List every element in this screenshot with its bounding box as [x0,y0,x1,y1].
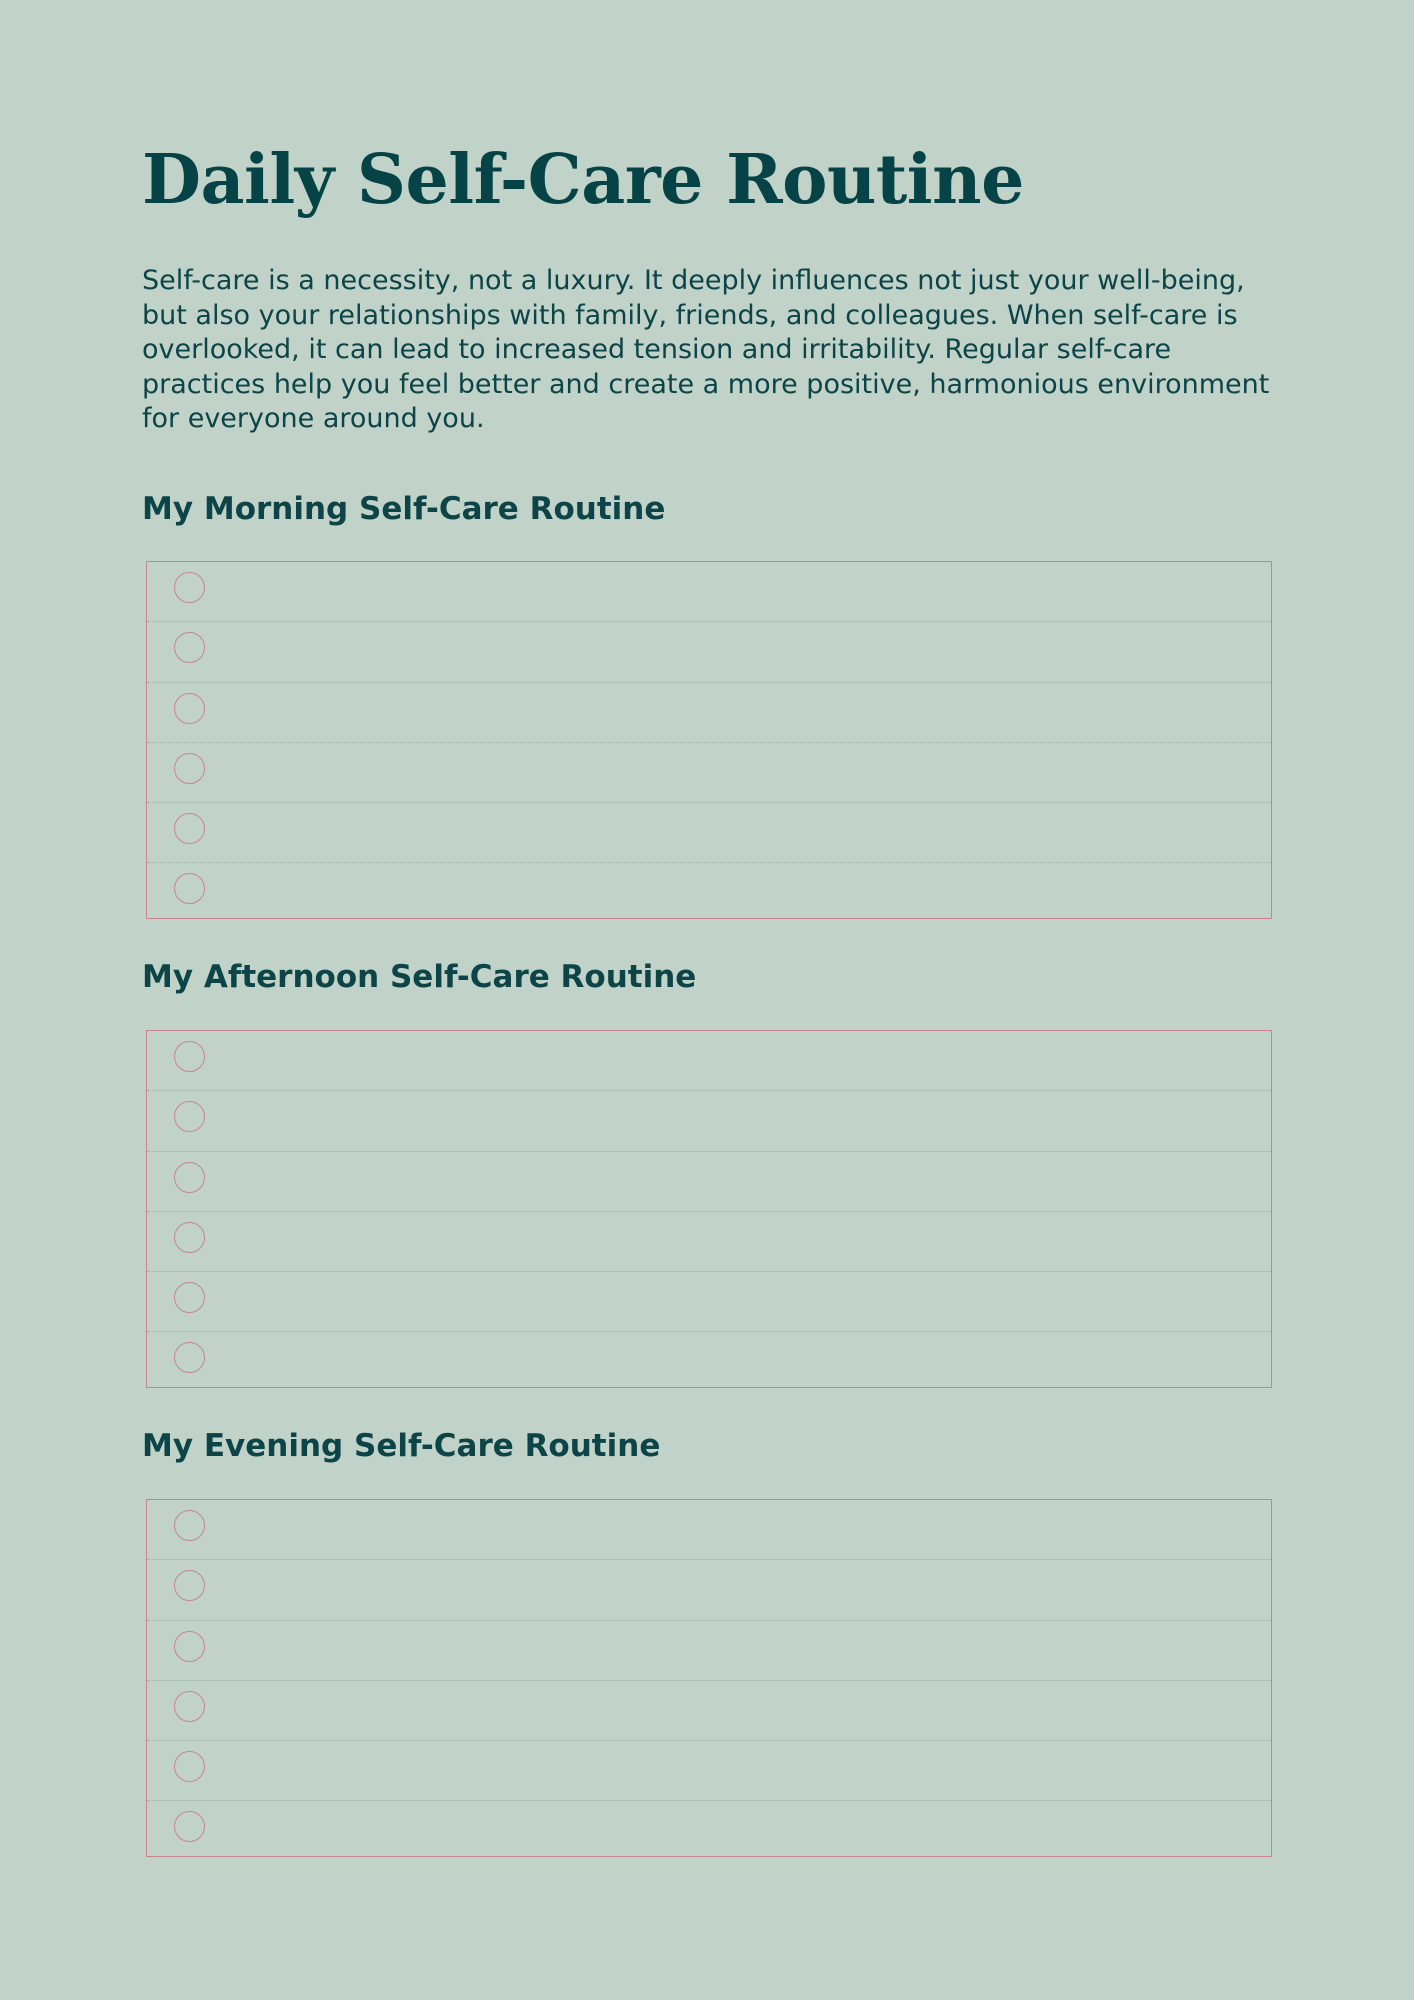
checklist-entry-field[interactable] [227,1097,1261,1144]
checklist-row [147,1212,1271,1272]
checklist-entry-field[interactable] [227,869,1261,917]
checklist-entry-field[interactable] [227,1566,1261,1613]
checklist-row [147,1801,1271,1861]
checklist-entry-field[interactable] [227,1218,1261,1265]
circle-checkbox-icon[interactable] [174,1162,205,1193]
circle-checkbox-icon[interactable] [174,572,205,603]
checklist-entry-field[interactable] [227,809,1261,856]
checklist-entry-field[interactable] [227,1158,1261,1205]
checklist-entry-field[interactable] [227,689,1261,736]
checklist-entry-field[interactable] [227,1278,1261,1325]
circle-checkbox-icon[interactable] [174,1510,205,1541]
circle-checkbox-icon[interactable] [174,1691,205,1722]
morning-checklist [146,561,1272,919]
circle-checkbox-icon[interactable] [174,1342,205,1373]
circle-checkbox-icon[interactable] [174,1570,205,1601]
evening-heading: My Evening Self-Care Routine [142,1428,661,1464]
morning-heading: My Morning Self-Care Routine [142,491,666,527]
afternoon-heading: My Afternoon Self-Care Routine [142,959,697,995]
circle-checkbox-icon[interactable] [174,1631,205,1662]
checklist-row [147,803,1271,863]
checklist-row [147,1152,1271,1212]
checklist-row [147,1560,1271,1620]
checklist-row [147,1272,1271,1332]
checklist-entry-field[interactable] [227,1506,1261,1553]
circle-checkbox-icon[interactable] [174,873,205,904]
circle-checkbox-icon[interactable] [174,693,205,724]
checklist-entry-field[interactable] [227,1807,1261,1855]
circle-checkbox-icon[interactable] [174,813,205,844]
checklist-row [147,683,1271,743]
circle-checkbox-icon[interactable] [174,1041,205,1072]
checklist-entry-field[interactable] [227,1747,1261,1794]
checklist-entry-field[interactable] [227,568,1261,615]
circle-checkbox-icon[interactable] [174,1101,205,1132]
checklist-row [147,1091,1271,1151]
checklist-row [147,1621,1271,1681]
checklist-entry-field[interactable] [227,1037,1261,1084]
circle-checkbox-icon[interactable] [174,1751,205,1782]
checklist-entry-field[interactable] [227,1338,1261,1386]
circle-checkbox-icon[interactable] [174,753,205,784]
checklist-row [147,562,1271,622]
checklist-entry-field[interactable] [227,628,1261,675]
circle-checkbox-icon[interactable] [174,632,205,663]
afternoon-checklist [146,1030,1272,1388]
checklist-row [147,1681,1271,1741]
checklist-row [147,1500,1271,1560]
intro-paragraph: Self-care is a necessity, not a luxury. It deeply influences not just your well-being, but also your relationships with family, friends, and colleagues. When self-care is overlooked, it can lead to increased tension and irritability. Regular self-care practices help you feel better and create a more positive, harmonious environment for everyone around you. [142,265,1270,434]
page-title: Daily Self-Care Routine [142,140,1024,220]
checklist-entry-field[interactable] [227,749,1261,796]
checklist-row [147,622,1271,682]
checklist-row [147,863,1271,923]
checklist-entry-field[interactable] [227,1687,1261,1734]
checklist-row [147,1031,1271,1091]
evening-checklist [146,1499,1272,1857]
circle-checkbox-icon[interactable] [174,1282,205,1313]
checklist-row [147,1741,1271,1801]
circle-checkbox-icon[interactable] [174,1811,205,1842]
checklist-row [147,743,1271,803]
checklist-entry-field[interactable] [227,1627,1261,1674]
circle-checkbox-icon[interactable] [174,1222,205,1253]
checklist-row [147,1332,1271,1392]
